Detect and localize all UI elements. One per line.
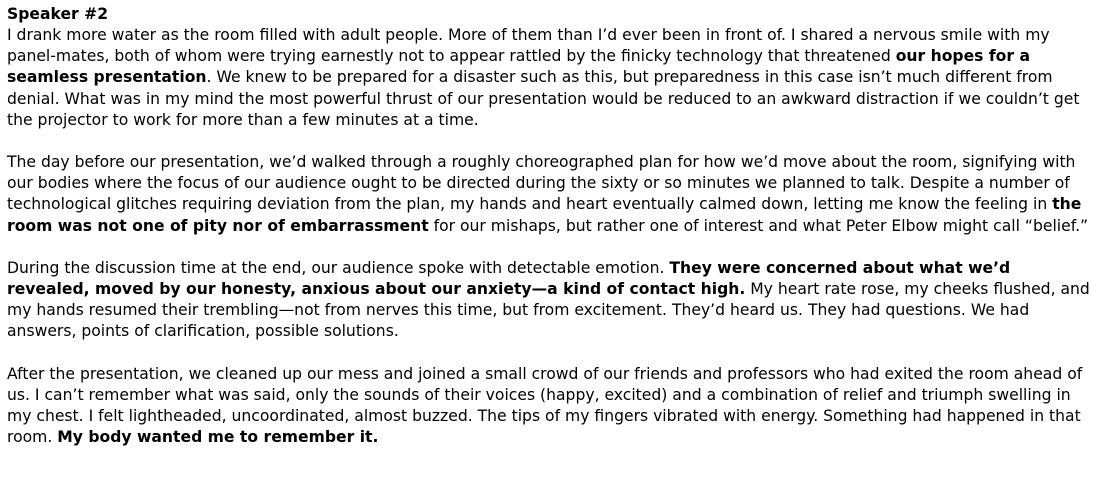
paragraph-1-text-start: I drank more water as the room filled with adult people. More of them than I’d ever been in front of. I shared a nervous smile with my panel-mates, both of whom were trying earnestly not to appear rattled by the finicky technology that threatened (7, 26, 1050, 66)
paragraph-2-emphasis: the room was not one of pity nor of embarrassment (7, 195, 1082, 235)
speaker-heading: Speaker #2 (7, 5, 109, 23)
paragraph-1-text-end: . We knew to be prepared for a disaster such as this, but preparedness in this case isn’t much different from denial. What was in my mind the most powerful thrust of our presentation would be reduced to an awkward distraction if we couldn’t get the projector to work for more than a few minutes at a time. (7, 68, 1080, 129)
document-body (7, 4, 1095, 448)
paragraph-4-text-start: After the presentation, we cleaned up our mess and joined a small crowd of our friends and professors who had exited the room ahead of us. I can’t remember what was said, only the sounds of their voices (happy, excited) and a combination of relief and triumph swelling in my chest. I felt lightheaded, uncoordinated, almost buzzed. The tips of my fingers vibrated with energy. Something had happened in that room. (7, 364, 1083, 447)
paragraph-1 (7, 25, 1095, 131)
paragraph-4-emphasis: My body wanted me to remember it. (57, 428, 379, 447)
paragraph-3 (7, 258, 1095, 343)
paragraph-3-emphasis: They were concerned about what we’d revealed, moved by our honesty, anxious about our anxiety—a kind of contact high. (7, 258, 1011, 299)
paragraph-3-text-start: During the discussion time at the end, our audience spoke with detectable emotion. (7, 258, 670, 277)
paragraph-2 (7, 152, 1095, 237)
paragraph-2-text-start: The day before our presentation, we’d walked through a roughly choreographed plan for how we’d move about the room, signifying with our bodies where the focus of our audience ought to be directed during the sixty or so minutes we planned to talk. Despite a number of technological glitches requiring deviation from the plan, my hands and heart eventually calmed down, letting me know the feeling in (7, 153, 1076, 214)
paragraph-4 (7, 364, 1095, 449)
paragraph-3-text-end: My heart rate rose, my cheeks flushed, and my hands resumed their trembling—not from nerves this time, but from excitement. They’d heard us. They had questions. We had answers, points of clarification, possible solutions. (7, 280, 1090, 341)
paragraph-2-text-end: for our mishaps, but rather one of interest and what Peter Elbow might call “belief.” (428, 216, 1089, 235)
paragraph-1-emphasis: our hopes for a seamless presentation (7, 47, 1031, 87)
